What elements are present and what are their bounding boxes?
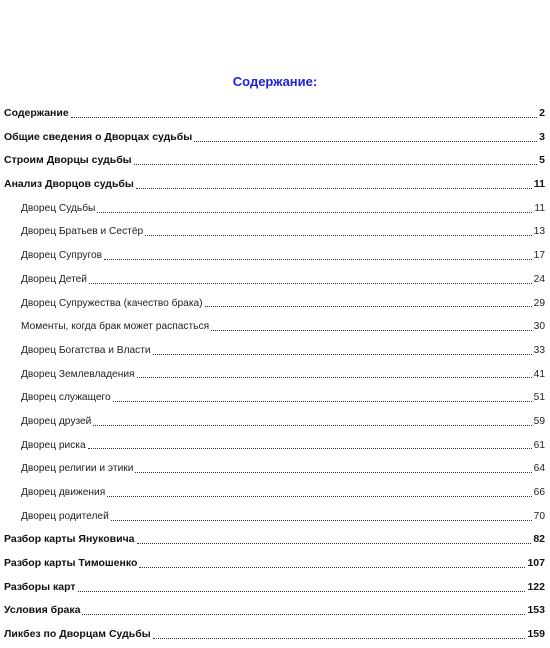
toc-dot-leader	[139, 566, 525, 568]
toc-entry[interactable]	[4, 552, 545, 576]
toc-dot-leader	[89, 282, 532, 284]
toc-dot-leader	[88, 447, 532, 449]
toc-dot-leader	[137, 542, 532, 544]
toc-entry[interactable]	[4, 481, 545, 505]
toc-dot-leader	[104, 258, 532, 260]
toc-entry[interactable]	[4, 410, 545, 434]
toc-dot-leader	[82, 613, 525, 615]
toc-dot-leader	[113, 400, 532, 402]
toc-entry-label: Дворец Супругов	[21, 250, 103, 262]
toc-entry-label: Дворец родителей	[21, 510, 109, 522]
toc-entry-label: Ликбез по Дворцам Судьбы	[4, 628, 151, 641]
toc-entry-label: Дворец служащего	[21, 392, 111, 404]
toc-entry-label: Дворец друзей	[21, 415, 92, 427]
toc-entry-page-number: 61	[533, 439, 545, 451]
toc-entry-page-number: 17	[533, 250, 545, 262]
toc-entry-label: Дворец религии и этики	[21, 463, 134, 475]
toc-entry-page-number: 153	[527, 604, 545, 617]
toc-dot-leader	[145, 234, 531, 236]
toc-dot-leader	[134, 163, 538, 165]
toc-entry-page-number: 11	[534, 202, 545, 214]
toc-entry[interactable]	[4, 434, 545, 458]
toc-entry-page-number: 70	[533, 510, 545, 522]
toc-entry-label: Разбор карты Тимошенко	[4, 557, 138, 570]
toc-entry-page-number: 51	[533, 392, 545, 404]
toc-entry[interactable]	[4, 339, 545, 363]
toc-entry[interactable]	[4, 505, 545, 529]
toc-entry[interactable]	[4, 220, 545, 244]
toc-entry[interactable]	[4, 528, 545, 552]
toc-dot-leader	[153, 353, 532, 355]
toc-entry-page-number: 66	[533, 487, 545, 498]
toc-entry[interactable]	[4, 386, 545, 410]
toc-entry-label: Строим Дворцы судьбы	[4, 154, 132, 167]
toc-entry-label: Анализ Дворцов судьбы	[4, 178, 134, 191]
toc-entry-label: Моменты, когда брак может распасться	[21, 321, 210, 333]
toc-entry-page-number: 30	[533, 321, 545, 333]
toc-entry[interactable]	[4, 457, 545, 481]
toc-entry-page-number: 122	[527, 580, 545, 593]
toc-entry-label: Дворец Братьев и Сестёр	[21, 226, 144, 238]
toc-entry[interactable]	[4, 149, 545, 173]
toc-dot-leader	[93, 424, 531, 426]
toc-entry-label: Дворец Супружества (качество брака)	[21, 297, 203, 309]
toc-entry-page-number: 59	[533, 415, 545, 427]
toc-entry[interactable]	[4, 197, 545, 221]
toc-entry[interactable]	[4, 363, 545, 387]
toc-entry-page-number: 3	[539, 130, 545, 143]
toc-entry[interactable]	[4, 599, 545, 623]
toc-entry-page-number: 33	[533, 344, 545, 356]
toc-dot-leader	[135, 471, 531, 473]
toc-entry[interactable]	[4, 292, 545, 316]
toc-entry-label: Дворец движения	[21, 487, 106, 498]
toc-entry-page-number: 13	[533, 226, 545, 238]
toc-entry[interactable]	[4, 315, 545, 339]
toc-entry[interactable]	[4, 173, 545, 197]
toc-entry-label: Условия брака	[4, 604, 81, 617]
toc-entry[interactable]	[4, 126, 545, 150]
toc-entry-page-number: 159	[527, 628, 545, 641]
toc-dot-leader	[153, 637, 526, 639]
toc-entry-label: Разбор карты Януковича	[4, 533, 135, 546]
toc-dot-leader	[137, 376, 532, 378]
toc-entry-page-number: 2	[539, 107, 545, 119]
toc-entry-page-number: 41	[533, 368, 545, 380]
toc-entry-label: Дворец Судьбы	[21, 202, 96, 214]
toc-entry-page-number: 64	[533, 463, 545, 475]
toc-entry-label: Содержание	[4, 107, 69, 119]
toc-entry[interactable]	[4, 623, 545, 647]
toc-entry-page-number: 107	[527, 557, 545, 570]
toc-entry[interactable]	[4, 268, 545, 292]
toc-entry[interactable]	[4, 102, 545, 126]
toc-dot-leader	[78, 590, 526, 592]
toc-dot-leader	[211, 329, 532, 331]
toc-entry-label: Дворец Землевладения	[21, 368, 135, 380]
toc-title: Содержание:	[232, 74, 318, 89]
toc-dot-leader	[97, 211, 532, 213]
toc-entry-label: Разборы карт	[4, 580, 76, 593]
table-of-contents	[4, 102, 545, 647]
toc-entry[interactable]	[4, 244, 545, 268]
toc-dot-leader	[71, 116, 537, 118]
toc-entry-page-number: 5	[539, 154, 545, 167]
toc-entry-page-number: 11	[533, 178, 545, 191]
toc-dot-leader	[194, 140, 537, 142]
toc-entry-page-number: 29	[533, 297, 545, 309]
toc-entry-page-number: 82	[533, 533, 545, 546]
toc-dot-leader	[136, 187, 532, 189]
toc-dot-leader	[205, 305, 532, 307]
toc-entry[interactable]	[4, 576, 545, 600]
toc-entry-label: Дворец риска	[21, 439, 86, 451]
toc-dot-leader	[107, 495, 531, 497]
toc-entry-label: Общие сведения о Дворцах судьбы	[4, 130, 193, 143]
toc-entry-label: Дворец Богатства и Власти	[21, 344, 151, 356]
toc-entry-page-number: 24	[533, 273, 545, 285]
toc-dot-leader	[111, 519, 532, 521]
toc-entry-label: Дворец Детей	[21, 273, 87, 285]
